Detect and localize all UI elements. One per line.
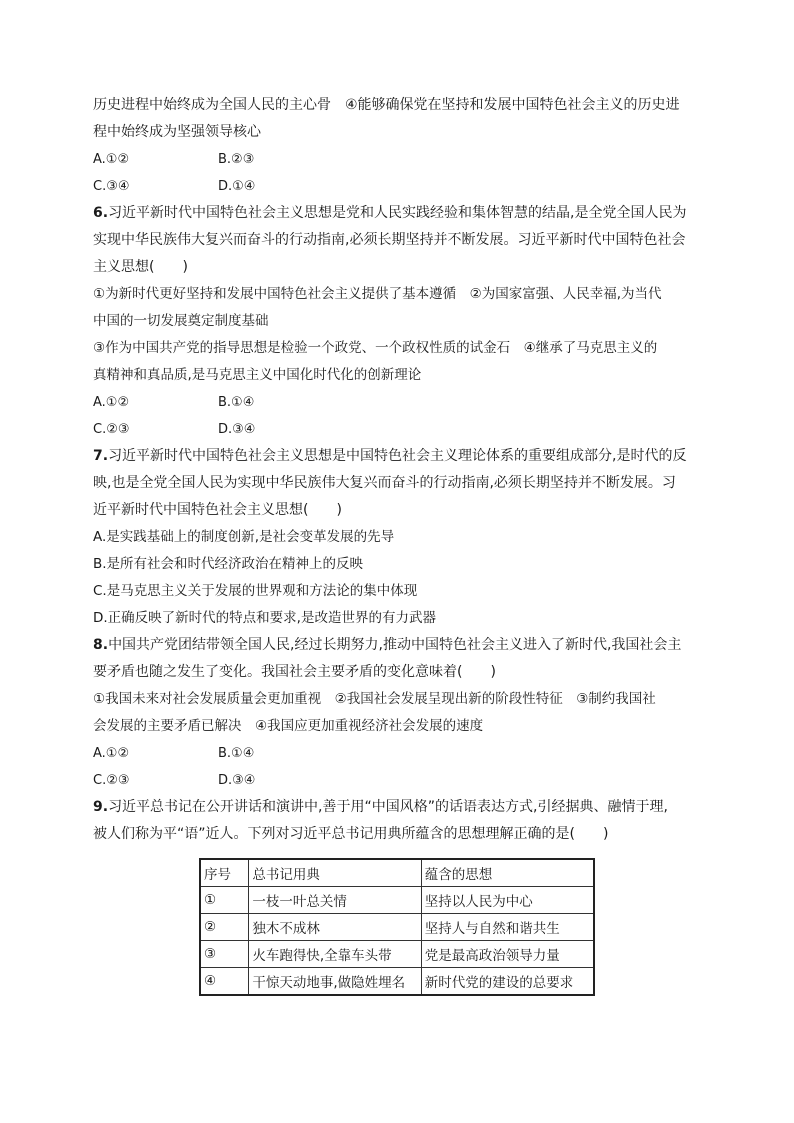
table-cell: 一枝一叶总关情	[249, 887, 421, 914]
option-a: A.是实践基础上的制度创新,是社会变革发展的先导	[93, 529, 395, 545]
stem-line: 实现中华民族伟大复兴而奋斗的行动指南,必须长期坚持并不断发展。习近平新时代中国特色社会	[93, 232, 686, 248]
option-c: C.③④	[93, 179, 130, 194]
stem-line	[93, 200, 708, 227]
table-cell: 干惊天动地事,做隐姓埋名	[249, 968, 421, 996]
options-row	[93, 740, 708, 767]
table-row	[200, 941, 594, 968]
options-row	[93, 767, 708, 794]
option-a: A.①②	[93, 395, 130, 410]
option-b: B.②③	[218, 152, 255, 167]
stem-text: 习近平总书记在公开讲话和演讲中,善于用“中国风格”的话语表达方式,引经据典、融情于理,	[108, 799, 668, 815]
options-row	[93, 389, 708, 416]
question-number: 7.	[93, 448, 109, 464]
stem-text: 习近平新时代中国特色社会主义思想是党和人民实践经验和集体智慧的结晶,是全党全国人民为	[108, 205, 687, 221]
statement-line: ①为新时代更好坚持和发展中国特色社会主义提供了基本遵循 ②为国家富强、人民幸福,为当代	[93, 286, 662, 302]
table-row	[200, 914, 594, 941]
table-cell: 坚持以人民为中心	[421, 887, 594, 914]
table-cell: 新时代党的建设的总要求	[421, 968, 594, 996]
stem-line	[93, 443, 708, 470]
option-d: D.③④	[218, 422, 256, 437]
option-c: C.②③	[93, 773, 130, 788]
option-b: B.①④	[218, 395, 255, 410]
option-a: A.①②	[93, 152, 130, 167]
table-header-row	[200, 859, 594, 887]
stem-line: 程中始终成为坚强领导核心	[93, 124, 261, 140]
option-b: B.①④	[218, 746, 255, 761]
stem-line: 历史进程中始终成为全国人民的主心骨 ④能够确保党在坚持和发展中国特色社会主义的历史进	[93, 97, 680, 113]
allusion-table	[199, 858, 595, 996]
option-d: D.③④	[218, 773, 256, 788]
stem-line: 主义思想( )	[93, 259, 188, 275]
option-a: A.①②	[93, 746, 130, 761]
option-d: D.①④	[218, 179, 256, 194]
question-8	[93, 632, 708, 794]
statement-line: 会发展的主要矛盾已解决 ④我国应更加重视经济社会发展的速度	[93, 718, 484, 734]
statement-line: ③作为中国共产党的指导思想是检验一个政党、一个政权性质的试金石 ④继承了马克思主义的	[93, 340, 658, 356]
table-cell: ②	[200, 914, 249, 941]
stem-line: 映,也是全党全国人民为实现中华民族伟大复兴而奋斗的行动指南,必须长期坚持并不断发展。习	[93, 475, 676, 491]
table-cell: 党是最高政治领导力量	[421, 941, 594, 968]
stem-line	[93, 794, 708, 821]
stem-line: 要矛盾也随之发生了变化。我国社会主要矛盾的变化意味着( )	[93, 664, 496, 680]
table-row	[200, 968, 594, 996]
statement-line: 真精神和真品质,是马克思主义中国化时代化的创新理论	[93, 367, 422, 383]
question-6	[93, 200, 708, 443]
table-cell: 独木不成林	[249, 914, 421, 941]
question-number: 9.	[93, 799, 109, 815]
table-row	[200, 887, 594, 914]
question-7	[93, 443, 708, 632]
options-row	[93, 173, 708, 200]
stem-text: 习近平新时代中国特色社会主义思想是中国特色社会主义理论体系的重要组成部分,是时代的反	[108, 448, 687, 464]
table-cell: ④	[200, 968, 249, 996]
header-cell: 序号	[200, 859, 249, 887]
option-c: C.是马克思主义关于发展的世界观和方法论的集中体现	[93, 583, 418, 599]
header-cell: 蕴含的思想	[421, 859, 594, 887]
header-cell: 总书记用典	[249, 859, 421, 887]
table-cell: ③	[200, 941, 249, 968]
exam-page	[93, 92, 708, 848]
options-row	[93, 146, 708, 173]
stem-line: 被人们称为平“语”近人。下列对习近平总书记用典所蕴含的思想理解正确的是( )	[93, 826, 609, 842]
question-5-continuation	[93, 92, 708, 200]
table-cell: ①	[200, 887, 249, 914]
question-number: 6.	[93, 205, 109, 221]
option-b: B.是所有社会和时代经济政治在精神上的反映	[93, 556, 364, 572]
table-cell: 火车跑得快,全靠车头带	[249, 941, 421, 968]
option-d: D.正确反映了新时代的特点和要求,是改造世界的有力武器	[93, 610, 436, 626]
options-row	[93, 416, 708, 443]
statement-line: 中国的一切发展奠定制度基础	[93, 313, 269, 329]
stem-line: 近平新时代中国特色社会主义思想( )	[93, 502, 342, 518]
stem-text: 中国共产党团结带领全国人民,经过长期努力,推动中国特色社会主义进入了新时代,我国社会主	[108, 637, 682, 653]
question-9	[93, 794, 708, 848]
option-c: C.②③	[93, 422, 130, 437]
table-cell: 坚持人与自然和谐共生	[421, 914, 594, 941]
stem-line	[93, 632, 708, 659]
statement-line: ①我国未来对社会发展质量会更加重视 ②我国社会发展呈现出新的阶段性特征 ③制约我国社	[93, 691, 656, 707]
question-number: 8.	[93, 637, 109, 653]
